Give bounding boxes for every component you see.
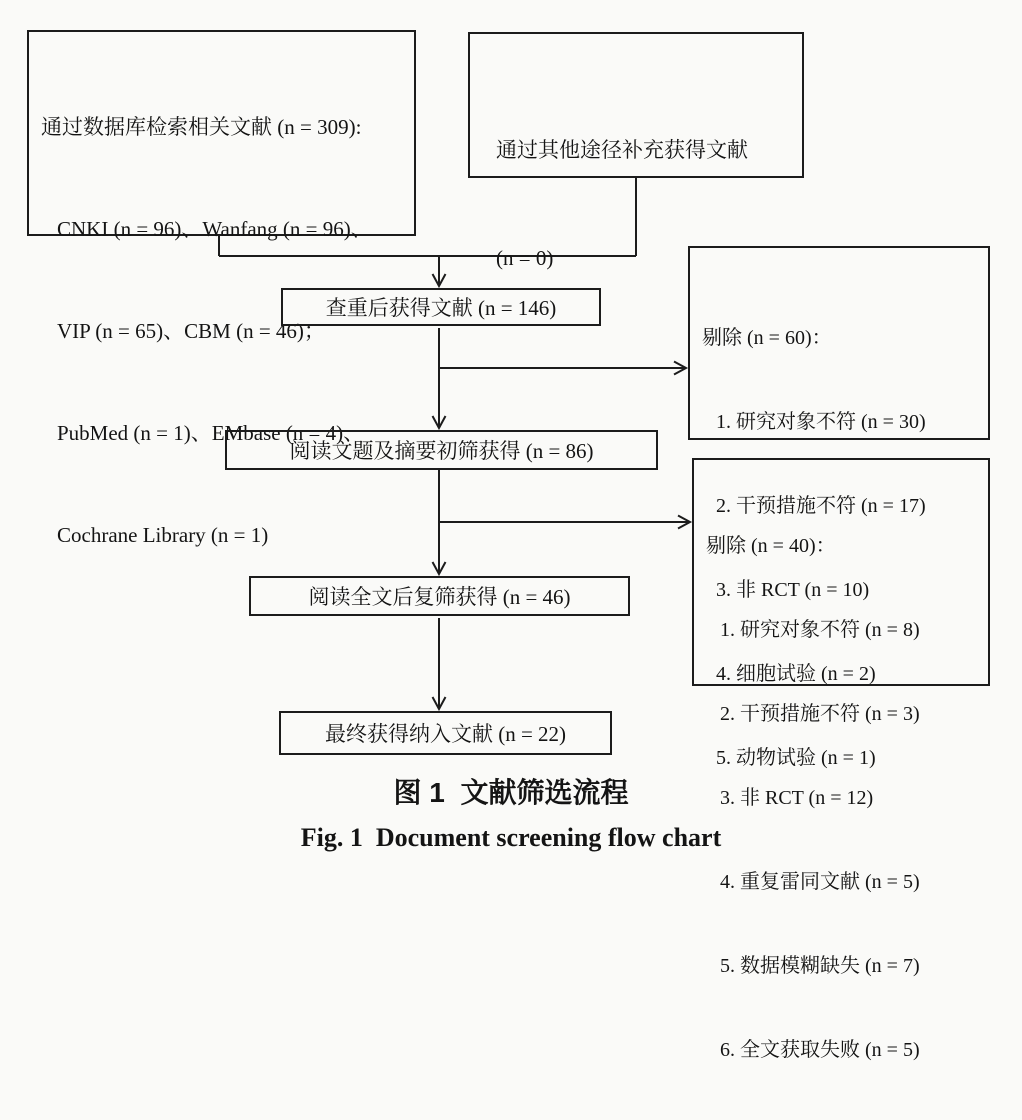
box-full-text-screen	[249, 576, 630, 616]
other-sources-line: 通过其他途径补充获得文献	[496, 138, 748, 162]
excluded1-item: 1. 研究对象不符 (n = 30)	[716, 411, 926, 433]
excluded2-item: 2. 干预措施不符 (n = 3)	[720, 703, 920, 725]
database-search-line: Cochrane Library (n = 1)	[57, 523, 269, 547]
box-final-included	[279, 711, 612, 755]
excluded2-item: 6. 全文获取失败 (n = 5)	[720, 1039, 920, 1061]
excluded2-item: 4. 重复雷同文献 (n = 5)	[720, 871, 920, 893]
excluded2-item: 5. 数据模糊缺失 (n = 7)	[720, 955, 920, 977]
final-included-label: 最终获得纳入文献 (n = 22)	[324, 722, 567, 746]
excluded2-item: 1. 研究对象不符 (n = 8)	[720, 619, 920, 641]
box-other-sources	[468, 32, 804, 270]
excluded2-title: 剔除 (n = 40)：	[706, 535, 836, 557]
full-text-screen-label: 阅读全文后复筛获得 (n = 46)	[308, 585, 571, 609]
excluded1-item: 2. 干预措施不符 (n = 17)	[716, 495, 926, 517]
excluded1-title: 剔除 (n = 60)：	[702, 327, 832, 349]
excluded2-item: 3. 非 RCT (n = 12)	[720, 787, 874, 809]
other-sources-line: (n = 0)	[496, 246, 554, 270]
database-search-line: CNKI (n = 96)、Wanfang (n = 96)、	[57, 217, 372, 241]
after-dedup-label: 查重后获得文献 (n = 146)	[325, 296, 557, 320]
excluded1-item: 5. 动物试验 (n = 1)	[716, 747, 876, 769]
excluded1-item: 4. 细胞试验 (n = 2)	[716, 663, 876, 685]
figure-caption-en: Fig. 1 Document screening flow chart	[300, 823, 722, 852]
database-search-line: VIP (n = 65)、CBM (n = 46)；	[57, 319, 325, 343]
box-after-dedup	[281, 288, 601, 326]
excluded1-item: 3. 非 RCT (n = 10)	[716, 579, 870, 601]
figure-caption-zh: 图 1 文献筛选流程	[393, 777, 629, 808]
box-title-abstract-screen	[225, 430, 658, 470]
database-search-heading: 通过数据库检索相关文献 (n = 309):	[41, 115, 362, 139]
box-database-search	[27, 30, 416, 547]
database-search-line: PubMed (n = 1)、EMbase (n = 4)、	[57, 421, 365, 445]
title-abstract-screen-label: 阅读文题及摘要初筛获得 (n = 86)	[289, 439, 594, 463]
